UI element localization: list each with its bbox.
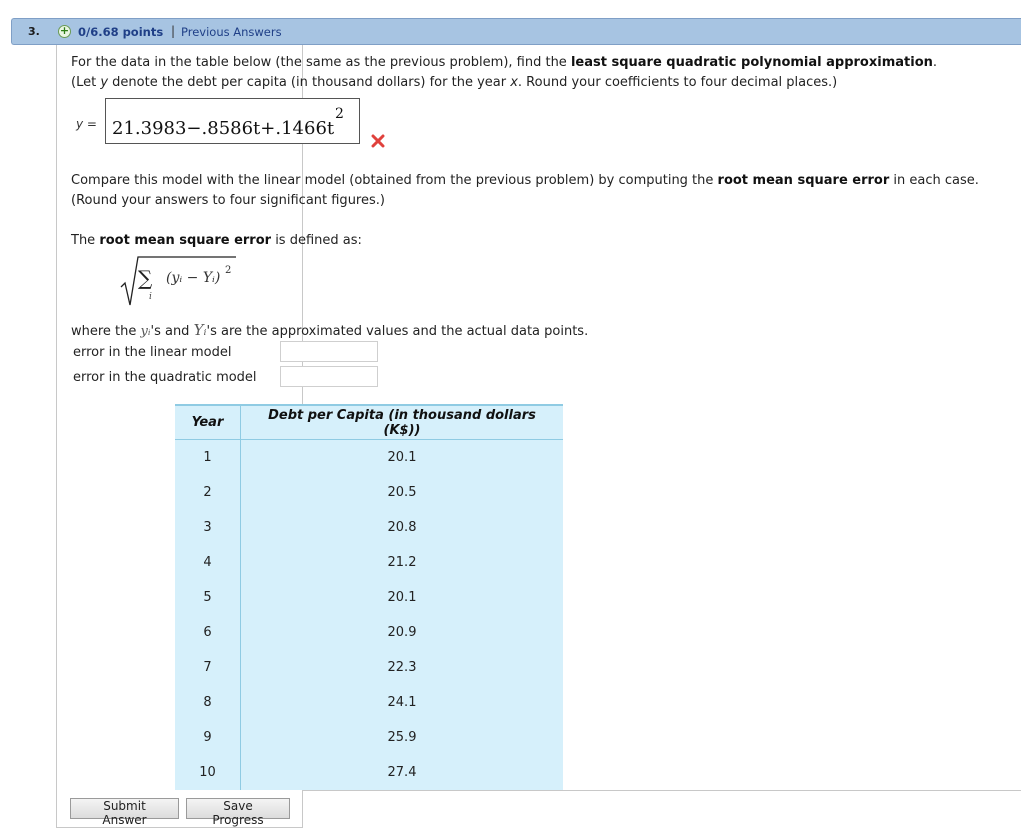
question-number: 3. xyxy=(28,25,40,38)
header-separator: | xyxy=(171,24,176,38)
quadratic-answer-field[interactable] xyxy=(105,98,360,144)
debt-data-table xyxy=(175,404,563,790)
where-end: 's are the approximated values and the actual data points. xyxy=(206,324,589,339)
formula-exponent: 2 xyxy=(225,265,232,276)
debt-cell: 25.9 xyxy=(387,730,417,745)
content-divider xyxy=(302,790,1021,791)
rmse-definition xyxy=(71,233,362,248)
table-row xyxy=(175,650,563,685)
where-line xyxy=(71,321,588,339)
problem-line-2 xyxy=(71,75,837,90)
rmse-def-end: is defined as: xyxy=(271,233,362,248)
year-cell: 8 xyxy=(175,685,241,720)
table-row xyxy=(175,580,563,615)
table-row xyxy=(175,755,563,790)
debt-cell: 20.1 xyxy=(387,450,417,465)
year-column-header: Year xyxy=(175,405,241,440)
variable-x: x xyxy=(510,75,518,90)
where-start: where the xyxy=(71,324,141,339)
year-cell: 3 xyxy=(175,510,241,545)
debt-cell: 27.4 xyxy=(387,765,417,780)
year-cell: 10 xyxy=(175,755,241,790)
where-yi: yᵢ xyxy=(140,324,151,339)
where-middle: 's and xyxy=(150,324,194,339)
year-cell: 5 xyxy=(175,580,241,615)
problem-line-2-start: (Let xyxy=(71,75,101,90)
sum-index: i xyxy=(149,292,152,302)
linear-error-label: error in the linear model xyxy=(73,345,232,360)
previous-answers-link[interactable]: Previous Answers xyxy=(181,25,282,39)
table-row xyxy=(175,545,563,580)
where-Yi: Yᵢ xyxy=(193,321,207,339)
rmse-formula xyxy=(118,255,238,307)
problem-line-1-end: . xyxy=(932,55,938,70)
debt-cell: 20.1 xyxy=(387,590,417,605)
rmse-def-bold: root mean square error xyxy=(99,233,272,248)
answer-lhs: y = xyxy=(76,117,97,131)
problem-line-2-middle: denote the debt per capita (in thousand dollars) for the year xyxy=(108,75,511,90)
debt-column-header: Debt per Capita (in thousand dollars (K$)) xyxy=(241,405,564,440)
table-row xyxy=(175,720,563,755)
compare-line-1-end: in each case. xyxy=(889,173,979,188)
table-row xyxy=(175,510,563,545)
answer-exponent: 2 xyxy=(335,106,344,122)
debt-cell: 20.5 xyxy=(387,485,417,500)
debt-cell: 24.1 xyxy=(387,695,417,710)
year-cell: 2 xyxy=(175,475,241,510)
formula-body: (yᵢ − Yᵢ) xyxy=(166,270,221,286)
year-cell: 1 xyxy=(175,440,241,476)
rmse-def-start: The xyxy=(71,233,100,248)
year-cell: 6 xyxy=(175,615,241,650)
problem-line-1-bold: least square quadratic polynomial approximation xyxy=(570,55,933,70)
quadratic-error-input[interactable] xyxy=(280,366,378,387)
question-header xyxy=(11,18,1021,45)
debt-cell: 21.2 xyxy=(387,555,417,570)
sum-symbol: ∑ xyxy=(138,266,153,290)
compare-line-1 xyxy=(71,173,979,188)
submit-answer-button[interactable]: Submit Answer xyxy=(70,798,179,819)
problem-line-1 xyxy=(71,55,937,70)
quadratic-error-label: error in the quadratic model xyxy=(73,370,257,385)
compare-line-2: (Round your answers to four significant figures.) xyxy=(71,193,385,208)
table-row xyxy=(175,615,563,650)
variable-y: y xyxy=(100,75,109,90)
year-cell: 9 xyxy=(175,720,241,755)
table-row xyxy=(175,440,563,476)
plus-icon[interactable]: + xyxy=(59,24,70,37)
table-row xyxy=(175,685,563,720)
compare-line-1-bold: root mean square error xyxy=(717,173,890,188)
compare-line-1-text: Compare this model with the linear model (obtained from the previous problem) by computing the xyxy=(71,173,718,188)
problem-line-1-text: For the data in the table below (the same as the previous problem), find the xyxy=(71,55,571,70)
year-cell: 7 xyxy=(175,650,241,685)
red-x-icon xyxy=(371,134,385,148)
problem-line-2-end: . Round your coefficients to four decimal places.) xyxy=(517,75,838,90)
year-cell: 4 xyxy=(175,545,241,580)
save-progress-button[interactable]: Save Progress xyxy=(186,798,290,819)
linear-error-input[interactable] xyxy=(280,341,378,362)
answer-expression: 21.3983−.8586t+.1466t xyxy=(112,118,335,139)
table-row xyxy=(175,475,563,510)
table-header-row xyxy=(175,405,563,440)
points-score: 0/6.68 points xyxy=(78,25,164,39)
debt-cell: 20.9 xyxy=(387,625,417,640)
debt-cell: 20.8 xyxy=(387,520,417,535)
debt-cell: 22.3 xyxy=(387,660,417,675)
